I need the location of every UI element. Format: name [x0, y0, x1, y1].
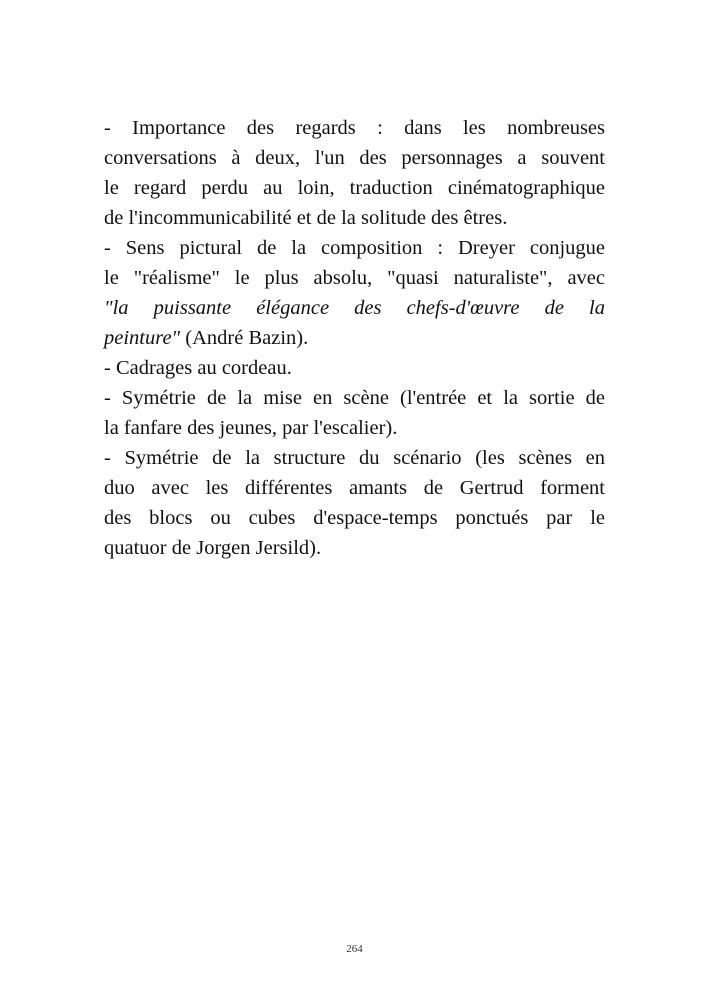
text-line [104, 443, 605, 473]
text-span: (André Bazin). [180, 327, 309, 349]
text-line [104, 143, 605, 173]
italic-quote: peinture" [104, 327, 181, 349]
text-line [104, 233, 605, 263]
text-span: - Importance des regards : dans les nombreuses [104, 117, 605, 139]
text-span: de l'incommunicabilité et de la solitude des êtres. [104, 207, 508, 229]
text-span: le regard perdu au loin, traduction cinématographique [104, 177, 605, 199]
text-span: la fanfare des jeunes, par l'escalier). [104, 417, 398, 439]
text-span: le "réalisme" le plus absolu, "quasi naturaliste", avec [104, 267, 605, 289]
text-span: duo avec les différentes amants de Gertrud forment [104, 477, 605, 499]
text-span: - Symétrie de la mise en scène (l'entrée et la sortie de [104, 387, 605, 409]
text-line [104, 113, 605, 143]
page-number: 264 [346, 943, 363, 955]
text-line [104, 533, 605, 563]
text-line [104, 383, 605, 413]
text-line [104, 323, 605, 353]
text-span: quatuor de Jorgen Jersild). [104, 537, 322, 559]
text-line [104, 413, 605, 443]
text-span: conversations à deux, l'un des personnages a souvent [104, 147, 605, 169]
text-span: - Symétrie de la structure du scénario (les scènes en [104, 447, 605, 469]
text-line [104, 473, 605, 503]
text-line [104, 263, 605, 293]
italic-quote: "la puissante élégance des chefs-d'œuvre de la [104, 297, 605, 319]
text-line [104, 353, 605, 383]
text-span: des blocs ou cubes d'espace-temps ponctués par le [104, 507, 605, 529]
text-line [104, 503, 605, 533]
text-line [104, 173, 605, 203]
text-span: - Cadrages au cordeau. [104, 357, 292, 379]
text-line [104, 293, 605, 323]
text-span: - Sens pictural de la composition : Dreyer conjugue [104, 237, 605, 259]
text-line [104, 203, 605, 233]
body-text [104, 113, 605, 563]
